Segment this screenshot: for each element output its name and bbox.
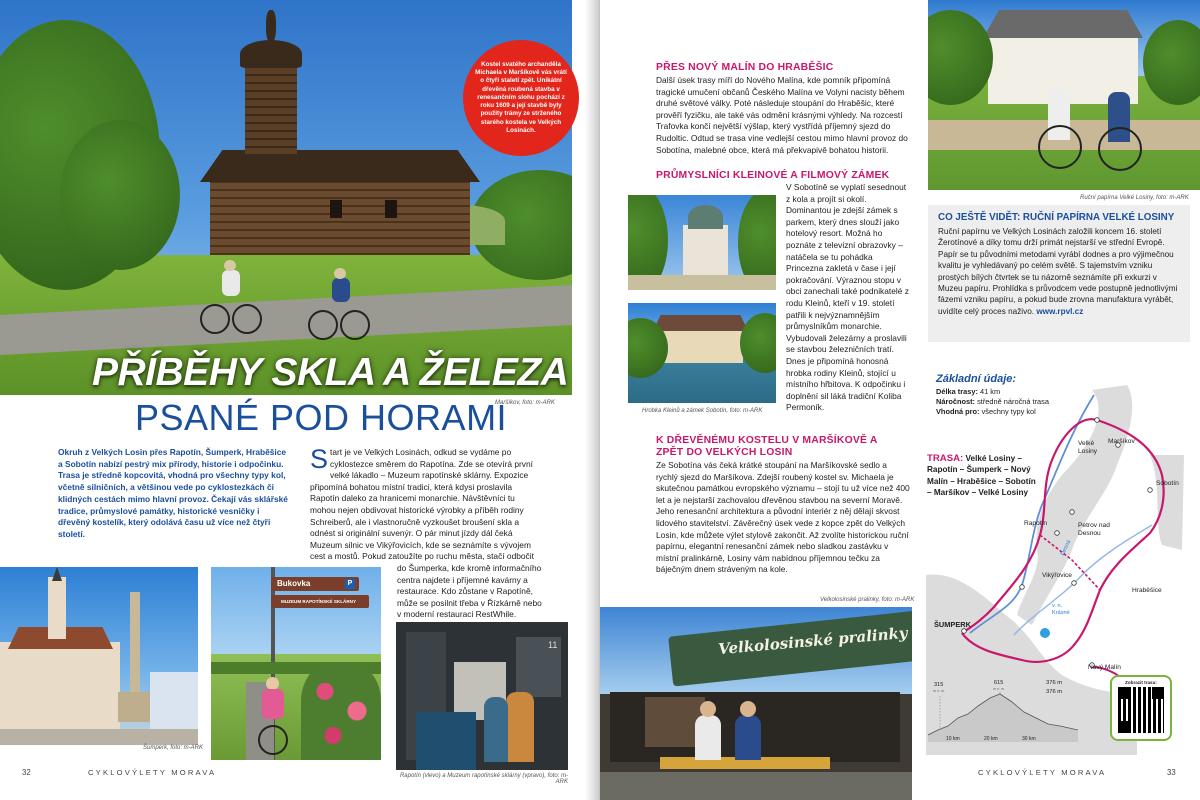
folio-left: CYKLOVÝLETY MORAVA	[88, 768, 217, 777]
map-label-sumperk: ŠUMPERK	[934, 620, 971, 629]
cyclist-1	[200, 262, 262, 340]
sign-museum: MUZEUM RAPOTÍNSKÉ SKLÁRNY	[271, 595, 369, 608]
sign-bukovka: Bukovka P	[271, 577, 359, 591]
qr-label: Zobrazit trasu:	[1125, 680, 1157, 685]
heading-marsikov: K DŘEVĚNÉMU KOSTELU V MARŠÍKOVĚ A ZPĚT DO VELKÝCH LOSIN	[656, 435, 878, 458]
map-label-vikyrovice: Vikýřovice	[1042, 572, 1072, 579]
article-title-line2: PSANÉ POD HORAMI	[135, 397, 508, 438]
route-length: 41 km	[979, 387, 1001, 396]
cyclist-woman	[256, 677, 296, 757]
body-column-1	[310, 444, 542, 563]
article-title-line1: PŘÍBĚHY SKLA A ŽELEZA	[92, 351, 569, 394]
cyclist-2	[308, 270, 370, 345]
intro-paragraph: Okruh z Velkých Losin přes Rapotín, Šumperk, Hraběšice a Sobotín nabízí pestrý mix přírody, historie i odpočinku. Trasa je středně kopcovitá, vhodná pro všechny typy kol, včetně silničních, a většinou vede po cyklostezkách či klidných cestách mimo hlavní provoz. Čekají vás sklářské tradice, průmyslové památky, historické vesničky i dřevěný kostelík, který odolává času už více než čtyři století.	[58, 447, 288, 539]
map-label-petrov: Petrov nad Desnou	[1078, 522, 1110, 537]
paper-mill-photo	[928, 0, 1200, 190]
museum-caption: Rapotín (vlevo) a Muzeum rapotínské sklárny (vpravo), foto: m-ARK	[399, 773, 568, 785]
sumperk-photo	[0, 567, 198, 745]
paragraph-kleinove: V Sobotíně se vyplatí sesednout z kola a projít si okolí. Dominantou je zdejší zámek s parkem, který dnes slouží jako hotelový resort. Možná ho poznáte z televizní obrazovky – natáčela se tu pohádka Princezna zakletá v čase i její pokračování. Výraznou stopu v obci zanechali také podnikatelé z rodu Kleinů, kteří v 19. století patřili k nejvýznamnějším průmyslníkům monarchie. Vybudovali železárny a proslavili se stavbou železničních tratí. Dnes je připomíná honosná hrobka rodiny Kleinů, stojící u místního hřbitova. K odpočinku i doplnění sil láká tradiční Koliba Permoník.	[786, 182, 909, 413]
sumperk-caption: Šumperk, foto: m-ARK	[143, 745, 204, 751]
route-text: Velké Losiny – Rapotín – Šumperk – Nový Malín – Hraběšice – Sobotín – Maršíkov – Velké Losiny	[927, 454, 1036, 498]
signpost-photo	[211, 567, 381, 760]
map-label-marsikov: Maršíkov	[1108, 438, 1135, 445]
kleins-tomb-photo	[628, 195, 776, 290]
paper-mill-caption: Ruční papírna Velké Losiny, foto: m-ARK	[1080, 195, 1189, 201]
page-number-right: 33	[1167, 768, 1176, 777]
map-label-reservoir: v. n. Krásné	[1052, 603, 1070, 616]
sobotin-chateau-photo	[628, 303, 776, 403]
pralinky-sign: Velkolosinské pralinky	[717, 623, 909, 659]
route-description	[927, 453, 1039, 499]
pralinky-caption: Velkolosinské pralinky, foto: m-ARK	[820, 597, 915, 603]
page-number-left: 32	[22, 768, 31, 777]
map-label-hrabesice: Hraběšice	[1132, 587, 1162, 594]
qr-code	[1118, 687, 1164, 733]
church-shape	[210, 120, 470, 255]
right-page	[600, 0, 1200, 800]
church-info-badge	[463, 40, 579, 156]
paper-mill-box-heading: CO JEŠTĚ VIDĚT: RUČNÍ PAPÍRNA VELKÉ LOSINY	[938, 212, 1175, 223]
map-label-velke-losiny: Velké Losiny	[1078, 440, 1098, 455]
map-label-sobotin: Sobotín	[1156, 480, 1179, 487]
hero-caption: Maršíkov, foto: m-ARK	[495, 400, 555, 406]
museum-photo: 11	[396, 622, 568, 770]
paragraph-novy-malin: Další úsek trasy míří do Nového Malína, kde pomník připomíná tragické umučení občanů Českého Malína ve Volyni nacisty během druhé světové války. Poté následuje stoupání do Hraběšic, které prověří fyzičku, ale také vás odmění krásnými výhledy. Na rozcestí Trafovka končí největší výšlap, který vystřídá příjemný sjezd do Rudoltic. Odtud se trasa vine vedlejší cestou mimo hlavní provoz do Sobotína, malebné obce, která má překvapivě bohatou historii.	[656, 75, 908, 155]
church-info-badge-text: Kostel svatého archanděla Michaela v Maršíkově vás vrátí o čtyři staletí zpět. Unikátní dřevěná roubená stavba v renesančním slohu pochází z roku 1609 a její stavbě byly použity trámy ze strženého starého kostela ve Velkých Losinách.	[475, 61, 567, 134]
map-label-novy-malin: Nový Malín	[1088, 664, 1121, 671]
route-suitable: všechny typy kol	[981, 407, 1036, 416]
qr-code-box[interactable]	[1110, 675, 1172, 741]
paper-mill-box	[928, 205, 1190, 342]
pralinky-photo	[600, 607, 912, 800]
folio-right: CYKLOVÝLETY MORAVA	[978, 768, 1107, 777]
body-column-1-text: tart je ve Velkých Losinách, odkud se vydáme po cyklostezce směrem do Rapotína. Zde se otevírá první velké lákadlo – Muzeum rapotínské sklárny. Expozice připomíná bohatou místní tradici, která kdysi proslavila Rapotín daleko za hranicemi monarchie. Návštěvníci tu mohou nejen obdivovat historické výrobky a příběh rodiny Schreiberů, ale i vlastnoručně vyzkoušet broušení skla a odnést si originální suvenýr. O pár minut jízdy dál čeká Muzeum silnic ve Vikýřovicích, kde se seznámíte s vývojem cest a mostů. Pokud zatoužíte po ruchu města, stačí odbočit	[310, 447, 534, 562]
route-label: TRASA:	[927, 453, 964, 464]
left-page	[0, 0, 590, 800]
body-column-2: do Šumperka, kde kromě informačního centra najdete i příjemné kavárny a restaurace. Kdo zůstane v Rapotíně, může se posilnit třeba v Řízkárně nebo v moderní restauraci RestWhile.	[397, 563, 542, 620]
paper-mill-box-text: Ruční papírnu ve Velkých Losinách založili koncem 16. století Žerotínové a díky tomu drží primát nejstarší ve střední Evropě. Papír se tu původními metodami vyrábí dodnes a pro výjimečnou kvalitu je vyhledávaný po celém světě. S tajemstvím vzniku prostých bílých čtvrtek se tu názorně seznámíte při exkurzi v Muzeu papíru. Prohlídka s průvodcem vede postupně jednotlivými fázemi vzniku papíru, a pokud bude zrovna manufaktura vyrábět, uvidíte celý proces naživo.	[938, 227, 1178, 316]
heading-kleinove: PRŮMYSLNÍCI KLEINOVÉ A FILMOVÝ ZÁMEK	[656, 170, 890, 181]
sobotin-caption: Hrobka Kleinů a zámek Sobotín, foto: m-ARK	[642, 408, 763, 414]
drop-cap: S	[310, 444, 329, 474]
map-label-desna: Desná	[1059, 539, 1073, 557]
elevation-profile: 315 m n. m. 615 m n. m. 376 m 376 m 10 km 20 km 30 km	[928, 680, 1078, 742]
basic-info-heading: Základní údaje:	[936, 373, 1017, 385]
heading-novy-malin: PŘES NOVÝ MALÍN DO HRABĚŠIC	[656, 62, 834, 73]
basic-info: Základní údaje: Délka trasy: 41 km Náročnost: středně náročná trasa Vhodná pro: všechny typy kol	[936, 373, 1076, 417]
descent-total: 376 m	[1046, 689, 1063, 695]
map-label-rapotin: Rapotín	[1024, 520, 1048, 527]
paragraph-marsikov: Ze Sobotína vás čeká krátké stoupání na Maršíkovské sedlo a rychlý sjezd do Maršíkova. Zdejší roubený kostel sv. Michaela je skutečnou památkou evropského významu – stojí tu už více než 400 let a je nejstarší zachovalou dřevěnou stavbou na severní Moravě. Jeho renesanční architektura a původní interiér z něj dělají skvost lidového stavitelství. Závěrečný úsek vede z kopce zpět do Velkých Losin, kde můžete výlet stylově zakončit. Až zvolíte historickou ruční papírnu, elegantní renesanční zámek nebo sladkou zastávku v místní pralinkárně, Losiny vám nabídnou příjemnou tečku za báječným dnem stráveným na kole.	[656, 460, 910, 575]
route-difficulty: středně náročná trasa	[977, 397, 1049, 406]
climb-total: 376 m	[1046, 680, 1063, 686]
paper-mill-link[interactable]: www.rpvl.cz	[1036, 306, 1084, 316]
